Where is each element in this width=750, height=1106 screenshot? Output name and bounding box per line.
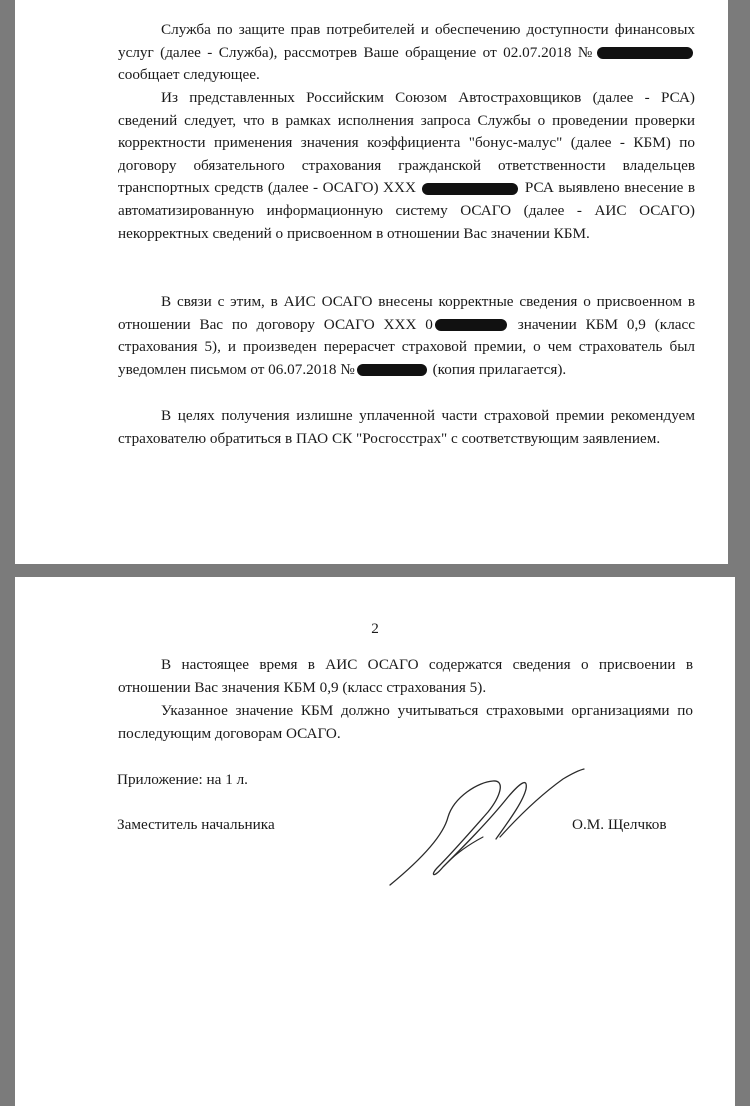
page-number: 2 — [371, 620, 379, 637]
redaction-mark — [597, 47, 693, 59]
redaction-mark — [357, 364, 427, 376]
attachment-note: Приложение: на 1 л. — [117, 771, 248, 788]
signatory-name: О.М. Щелчков — [572, 816, 667, 833]
paragraph-intro: Служба по защите прав потребителей и обеспечению доступности финансовых услуг (далее - Служба), рассмотрев Ваше обращение от 02.07.2018 №сообщает следующее. — [118, 21, 695, 84]
redaction-mark — [422, 183, 518, 195]
paragraph-correction: В связи с этим, в АИС ОСАГО внесены корректные сведения о присвоенном в отношении Вас по договору ОСАГО ХХХ 0 значении КБМ 0,9 (класс страхования 5), и произведен перерасчет страховой премии, о чем страхователь был уведомлен письмом от 06.07.2018 № (копия прилагается). — [118, 293, 695, 378]
signatory-position: Заместитель начальника — [117, 816, 275, 833]
document-page-2 — [15, 577, 735, 1106]
paragraph-refund: В целях получения излишне уплаченной части страховой премии рекомендуем страхователю обратиться в ПАО СК "Росгосстрах" с соответствующим заявлением. — [118, 407, 695, 447]
document-page-1 — [15, 0, 728, 564]
paragraph-future-contracts: Указанное значение КБМ должно учитываться страховыми организациями по последующим договорам ОСАГО. — [118, 702, 693, 742]
handwritten-signature — [388, 767, 588, 892]
paragraph-current-kbm: В настоящее время в АИС ОСАГО содержатся сведения о присвоении в отношении Вас значения КБМ 0,9 (класс страхования 5). — [118, 656, 693, 696]
paragraph-rsa: Из представленных Российским Союзом Автостраховщиков (далее - РСА) сведений следует, что в рамках исполнения запроса Службы о проведении проверки корректности применения значения коэффициента "бонус-малус" (далее - КБМ) по договору обязательного страхования гражданской ответственности владельцев транспортных средств (далее - ОСАГО) ХХХ РСА выявлено внесение в автоматизированную информационную систему ОСАГО (далее - АИС ОСАГО) некорректных сведений о присвоенном в отношении Вас значении КБМ. — [118, 89, 695, 242]
redaction-mark — [435, 319, 507, 331]
